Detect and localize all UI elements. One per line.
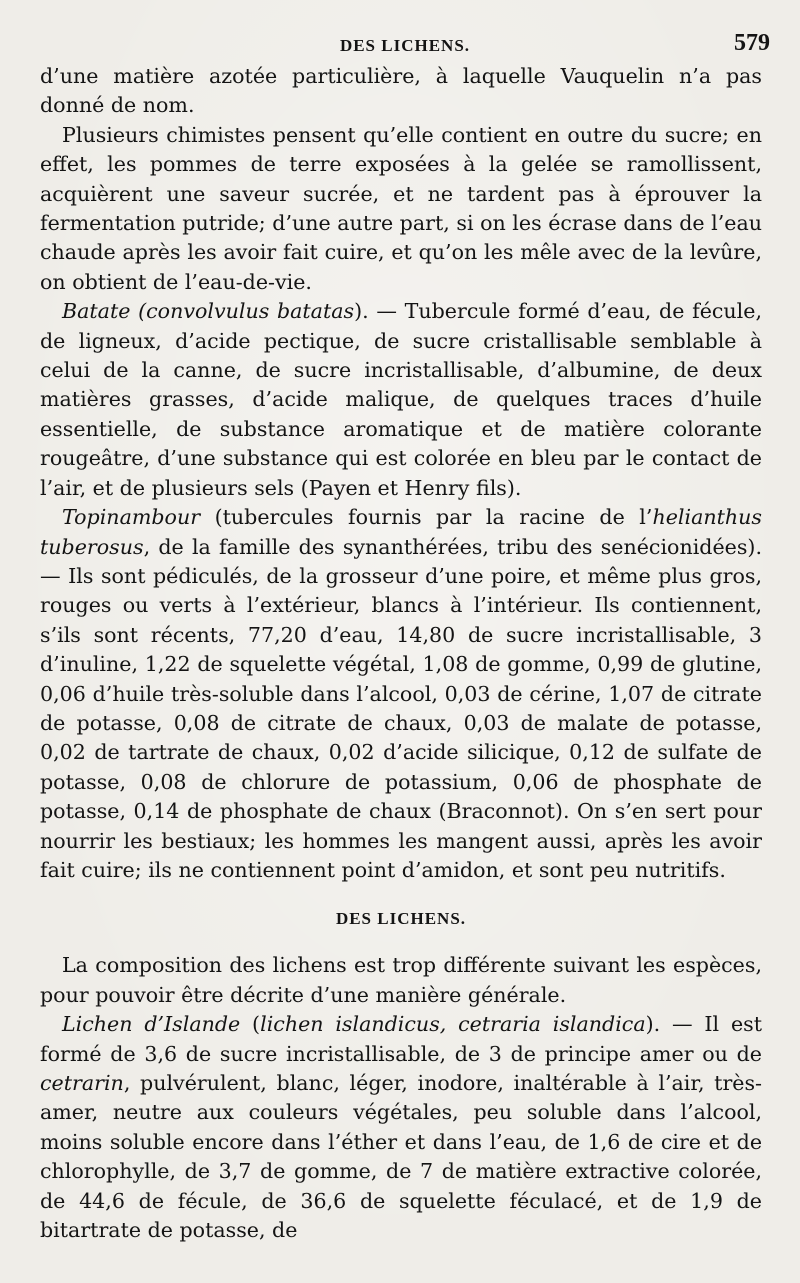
paragraph-text: , de la famille des synanthérées, tribu des senécionidées). — Ils sont pédiculés, de la grosseur d’une poire, et même plus gros, rouges ou verts à l’extérieur, blancs à l’intérieur. Ils contiennent, s’ils sont récents, 77,20 d’eau, 14,80 de sucre incristallisable, 3 d’inuline, 1,22 de squelette végétal, 1,08 de gomme, 0,99 de glutine, 0,06 d’huile très-soluble dans l’alcool, 0,03 de cérine, 1,07 de citrate de potasse, 0,08 de citrate de chaux, 0,03 de malate de potasse, 0,02 de tartrate de chaux, 0,02 d’acide silicique, 0,12 de sulfate de potasse, 0,08 de chlorure de potassium, 0,06 de phosphate de potasse, 0,14 de phosphate de chaux (Braconnot). On s’en sert pour nourrir les bestiaux; les hommes les mangent aussi, après les avoir fait cuire; ils ne contiennent point d’amidon, et sont peu nutritifs. (40, 534, 762, 882)
paragraph-continuation (40, 62, 762, 121)
paragraph-text: La composition des lichens est trop différente suivant les espèces, pour pouvoir être décrite d’une manière générale. (40, 953, 762, 1007)
paragraph-text: (tubercules fournis par la racine de l’ (200, 505, 653, 530)
paragraph-text: ( (240, 1012, 261, 1037)
paragraph-text: ). — Il est formé de 3,6 de sucre incristallisable, de 3 de principe amer ou de (40, 1012, 762, 1066)
paragraph-text: Plusieurs chimistes pensent qu’elle contient en outre du sucre; en effet, les pommes de terre exposées à la gelée se ramollissent, acquièrent une saveur sucrée, et ne tardent pas à éprouver la fermentation putride; d’une autre part, si on les écrase dans de l’eau chaude après les avoir fait cuire, et qu’on les mêle avec de la levûre, on obtient de l’eau-de-vie. (40, 122, 762, 294)
paragraph-text: d’une matière azotée particulière, à laquelle Vauquelin n’a pas donné de nom. (40, 64, 762, 118)
running-title: DES LICHENS. (339, 36, 471, 55)
paragraph-chimistes (40, 121, 762, 297)
running-head (40, 30, 770, 60)
entry-term: Topinambour (62, 505, 201, 530)
paragraph-topinambour (40, 503, 762, 885)
paragraph-lichens-intro (40, 951, 762, 1010)
term-cetrarin: cetrarin (40, 1071, 124, 1095)
latin-name: lichen islandicus, cetraria islandica (260, 1012, 646, 1037)
page-number: 579 (734, 30, 770, 56)
section-heading: DES LICHENS. (335, 909, 467, 929)
paragraph-lichen-islande (40, 1010, 762, 1245)
latin-name: convolvulus batatas (146, 299, 355, 324)
paragraph-text: , pulvérulent, blanc, léger, inodore, inaltérable à l’air, très-amer, neutre aux couleurs végétales, peu soluble dans l’alcool, moins soluble encore dans l’éther et dans l’eau, de 1,6 de cire et de chlorophylle, de 3,7 de gomme, de 7 de matière extractive colorée, de 44,6 de fécule, de 36,6 de squelette féculacé, et de 1,9 de bitartrate de potasse, de (40, 1071, 762, 1243)
latin-name: helianthus tuberosus (40, 505, 762, 559)
entry-term: Batate ( (62, 299, 147, 324)
body-text (40, 62, 762, 1245)
entry-term: Lichen d’Islande (62, 1012, 241, 1037)
paragraph-text: ). — Tubercule formé d’eau, de fécule, de ligneux, d’acide pectique, de sucre cristallisable semblable à celui de la canne, de sucre incristallisable, d’albumine, de deux matières grasses, d’acide malique, de quelques traces d’huile essentielle, de substance aromatique et de matière colorante rougeâtre, d’une substance qui est colorée en bleu par le contact de l’air, et de plusieurs sels (Payen et Henry fils). (40, 299, 762, 500)
paragraph-batate (40, 297, 762, 503)
